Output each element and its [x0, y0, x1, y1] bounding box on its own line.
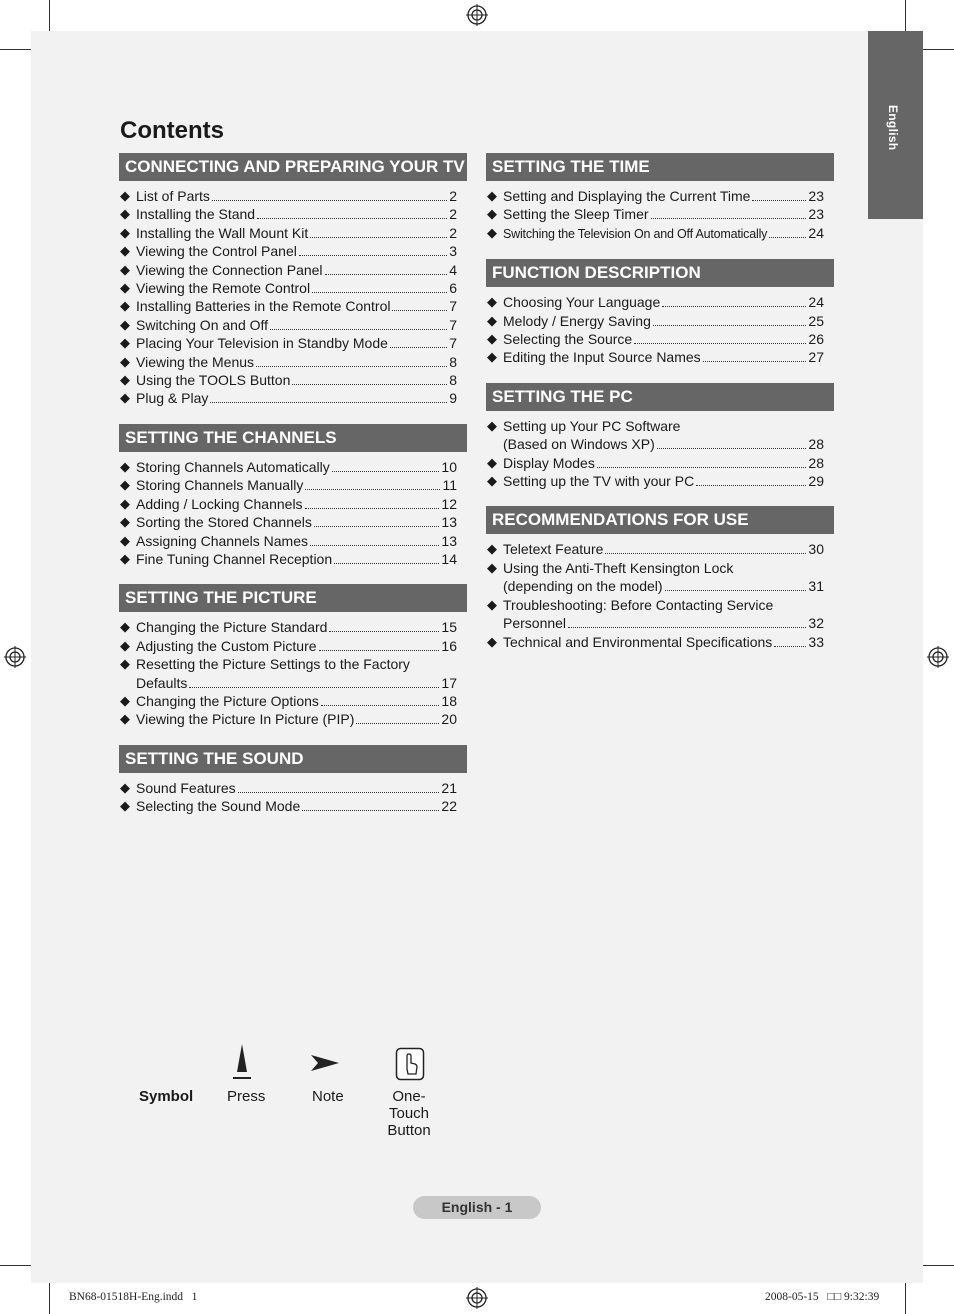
- toc-entry-page: 33: [808, 633, 824, 650]
- toc-entry-line: [136, 779, 457, 797]
- legend-one-touch-label: [373, 1088, 445, 1139]
- toc-entry-line: [136, 279, 457, 297]
- dot-leader: [662, 306, 806, 307]
- toc-entry-line: [503, 540, 824, 558]
- toc-entry-title: Viewing the Control Panel: [136, 243, 297, 260]
- toc-entry-title: Setting up the TV with your PC: [503, 473, 695, 490]
- diamond-bullet-icon: ◆: [120, 224, 130, 240]
- dot-leader: [634, 343, 806, 344]
- toc-entry[interactable]: [119, 655, 467, 692]
- toc-right-column: [486, 153, 834, 667]
- toc-entry[interactable]: [119, 458, 467, 476]
- dot-leader: [210, 402, 447, 403]
- diamond-bullet-icon: ◆: [120, 550, 130, 566]
- toc-entry[interactable]: [119, 334, 467, 352]
- page-title: Contents: [120, 117, 224, 144]
- toc-entry-line: [136, 618, 457, 636]
- toc-entry-title: Viewing the Connection Panel: [136, 261, 323, 278]
- toc-entry-page: 24: [808, 294, 824, 311]
- toc-entry[interactable]: [119, 797, 467, 815]
- section-header: SETTING THE SOUND: [119, 745, 467, 773]
- legend-note-label: Note: [312, 1088, 344, 1105]
- dot-leader: [651, 218, 807, 219]
- toc-entry-title: Changing the Picture Options: [136, 692, 319, 709]
- diamond-bullet-icon: ◆: [120, 692, 130, 708]
- dot-leader: [332, 471, 440, 472]
- toc-entry[interactable]: [119, 710, 467, 728]
- registration-mark-icon: [466, 4, 488, 26]
- dot-leader: [310, 237, 447, 238]
- toc-entry-line: [503, 187, 824, 205]
- diamond-bullet-icon: ◆: [120, 798, 130, 814]
- toc-entry-title: Installing the Wall Mount Kit: [136, 224, 309, 241]
- legend-press-label: Press: [227, 1088, 266, 1105]
- toc-entry-line: [503, 577, 824, 595]
- toc-entry-title: Plug & Play: [136, 390, 209, 407]
- toc-entry[interactable]: [119, 242, 467, 260]
- diamond-bullet-icon: ◆: [120, 372, 130, 388]
- dot-leader: [256, 366, 447, 367]
- toc-entry-page: 17: [441, 674, 457, 691]
- toc-entry-title: Sound Features: [136, 779, 236, 796]
- toc-entry-line: [503, 454, 824, 472]
- legend-one-touch-line2: Button: [387, 1122, 431, 1139]
- toc-section: [486, 506, 834, 650]
- toc-left-column: [119, 153, 467, 832]
- toc-section: [119, 424, 467, 568]
- diamond-bullet-icon: ◆: [487, 559, 497, 575]
- dot-leader: [769, 237, 806, 238]
- toc-entry-page: 26: [808, 331, 824, 348]
- toc-entry-title: Storing Channels Automatically: [136, 458, 330, 475]
- toc-entry-page: 3: [449, 243, 457, 260]
- toc-entry-page: 25: [808, 312, 824, 329]
- diamond-bullet-icon: ◆: [487, 294, 497, 310]
- toc-entry-title-cont: Personnel: [503, 615, 567, 632]
- diamond-bullet-icon: ◆: [120, 779, 130, 795]
- crop-mark: [0, 49, 31, 50]
- toc-entry-title: List of Parts: [136, 188, 210, 204]
- toc-entry-line: [136, 187, 457, 205]
- toc-entry[interactable]: [486, 559, 834, 596]
- dot-leader: [238, 792, 440, 793]
- diamond-bullet-icon: ◆: [487, 349, 497, 365]
- toc-entry-page: 6: [449, 280, 457, 297]
- dot-leader: [310, 545, 439, 546]
- dot-leader: [657, 448, 807, 449]
- toc-section: [486, 153, 834, 243]
- toc-entry-line: [136, 458, 457, 476]
- dot-leader: [312, 292, 447, 293]
- toc-section: [119, 584, 467, 728]
- diamond-bullet-icon: ◆: [120, 316, 130, 332]
- dot-leader: [189, 687, 439, 688]
- section-header: CONNECTING AND PREPARING YOUR TV: [119, 153, 467, 181]
- toc-entry[interactable]: [119, 316, 467, 334]
- toc-entry-title: Teletext Feature: [503, 541, 604, 558]
- toc-entry-page: 14: [441, 550, 457, 567]
- toc-entry[interactable]: [119, 692, 467, 710]
- toc-entry-page: 23: [808, 188, 824, 204]
- dot-leader: [314, 526, 440, 527]
- diamond-bullet-icon: ◆: [120, 261, 130, 277]
- toc-entry-page: 22: [441, 798, 457, 815]
- dot-leader: [319, 650, 440, 651]
- crop-mark: [0, 1265, 31, 1266]
- toc-entry-page: 7: [449, 298, 457, 315]
- press-icon: [230, 1042, 254, 1084]
- toc-entry-page: 30: [808, 541, 824, 558]
- diamond-bullet-icon: ◆: [120, 514, 130, 530]
- toc-entry-page: 2: [449, 188, 457, 204]
- toc-entry[interactable]: [486, 540, 834, 558]
- toc-entry[interactable]: [119, 495, 467, 513]
- toc-section: [486, 259, 834, 367]
- toc-entry-title: Installing the Stand: [136, 206, 256, 223]
- diamond-bullet-icon: ◆: [487, 312, 497, 328]
- diamond-bullet-icon: ◆: [120, 298, 130, 314]
- toc-entry-title: Switching the Television On and Off Automatically: [503, 226, 768, 241]
- toc-entry-title: Resetting the Picture Settings to the Factory: [136, 656, 410, 673]
- toc-entry-line: [136, 261, 457, 279]
- dot-leader: [257, 218, 447, 219]
- toc-entry-page: 18: [441, 692, 457, 709]
- diamond-bullet-icon: ◆: [120, 280, 130, 296]
- dot-leader: [329, 631, 439, 632]
- toc-entry-title: Setting and Displaying the Current Time: [503, 188, 751, 204]
- diamond-bullet-icon: ◆: [487, 454, 497, 470]
- note-icon: [310, 1054, 340, 1072]
- toc-entry-page: 7: [449, 316, 457, 333]
- print-slug-timestamp: 2008-05-15 □□ 9:32:39: [765, 1291, 880, 1303]
- toc-entry-page: 12: [441, 495, 457, 512]
- toc-entry[interactable]: [486, 205, 834, 223]
- dot-leader: [325, 274, 448, 275]
- toc-entry-page: 28: [808, 436, 824, 453]
- toc-entry-line: [136, 692, 457, 710]
- toc-entry-line: [136, 334, 457, 352]
- dot-leader: [321, 705, 440, 706]
- dot-leader: [270, 329, 447, 330]
- toc-entry-title: Adjusting the Custom Picture: [136, 637, 317, 654]
- toc-entry-line: [136, 637, 457, 655]
- diamond-bullet-icon: ◆: [120, 206, 130, 222]
- toc-entry[interactable]: [119, 637, 467, 655]
- toc-entry-page: 9: [449, 390, 457, 407]
- diamond-bullet-icon: ◆: [487, 206, 497, 222]
- toc-entry-title: Fine Tuning Channel Reception: [136, 550, 333, 567]
- language-tab-label: English: [886, 105, 900, 151]
- toc-entry[interactable]: [119, 261, 467, 279]
- language-side-tab: [868, 31, 923, 219]
- toc-entry[interactable]: [486, 330, 834, 348]
- section-header: SETTING THE PC: [486, 383, 834, 411]
- toc-entry-page: 2: [449, 224, 457, 241]
- diamond-bullet-icon: ◆: [120, 656, 130, 672]
- toc-entry-line: [503, 348, 824, 366]
- toc-entry-line: [136, 205, 457, 223]
- toc-entry-line: [136, 550, 457, 568]
- dot-leader: [305, 508, 440, 509]
- toc-entry[interactable]: [119, 618, 467, 636]
- dot-leader: [774, 646, 806, 647]
- section-header: SETTING THE TIME: [486, 153, 834, 181]
- section-header: SETTING THE CHANNELS: [119, 424, 467, 452]
- diamond-bullet-icon: ◆: [487, 633, 497, 649]
- diamond-bullet-icon: ◆: [487, 417, 497, 433]
- crop-mark: [923, 1265, 954, 1266]
- toc-entry[interactable]: [486, 348, 834, 366]
- toc-entry-line: [136, 389, 457, 407]
- toc-entry-page: 15: [441, 619, 457, 636]
- section-header: FUNCTION DESCRIPTION: [486, 259, 834, 287]
- toc-entry-line: [503, 633, 824, 651]
- toc-entry-line: [136, 353, 457, 371]
- dot-leader: [696, 485, 806, 486]
- toc-entry-title-cont: (depending on the model): [503, 578, 663, 595]
- toc-entry-title: Viewing the Picture In Picture (PIP): [136, 711, 355, 728]
- toc-entry-title: Installing Batteries in the Remote Control: [136, 298, 391, 315]
- toc-entry-title: Setting up Your PC Software: [503, 417, 681, 434]
- crop-mark: [905, 0, 906, 31]
- toc-entry-page: 4: [449, 261, 457, 278]
- toc-entry-line: [136, 242, 457, 260]
- toc-entry[interactable]: [486, 596, 834, 633]
- toc-entry-page: 16: [441, 637, 457, 654]
- toc-entry-title: Assigning Channels Names: [136, 532, 308, 549]
- toc-entry[interactable]: [119, 779, 467, 797]
- toc-entry-title: Troubleshooting: Before Contacting Service: [503, 596, 774, 613]
- registration-mark-icon: [927, 646, 949, 668]
- diamond-bullet-icon: ◆: [120, 532, 130, 548]
- dot-leader: [703, 361, 807, 362]
- diamond-bullet-icon: ◆: [120, 495, 130, 511]
- dot-leader: [597, 467, 807, 468]
- diamond-bullet-icon: ◆: [120, 619, 130, 635]
- diamond-bullet-icon: ◆: [120, 188, 130, 203]
- toc-entry-line: [136, 513, 457, 531]
- toc-entry-page: 20: [441, 711, 457, 728]
- toc-entry[interactable]: [119, 205, 467, 223]
- toc-entry-line: [503, 312, 824, 330]
- crop-mark: [49, 1283, 50, 1314]
- toc-entry-line: [136, 316, 457, 334]
- dot-leader: [568, 627, 806, 628]
- toc-entry-line: [503, 614, 824, 632]
- dot-leader: [299, 255, 447, 256]
- diamond-bullet-icon: ◆: [120, 335, 130, 351]
- toc-entry[interactable]: [119, 279, 467, 297]
- registration-mark-icon: [466, 1287, 488, 1309]
- toc-entry[interactable]: [119, 550, 467, 568]
- section-header: SETTING THE PICTURE: [119, 584, 467, 612]
- dot-leader: [752, 200, 806, 201]
- diamond-bullet-icon: ◆: [120, 711, 130, 727]
- diamond-bullet-icon: ◆: [487, 473, 497, 489]
- toc-entry-title-cont: Defaults: [136, 674, 188, 691]
- diamond-bullet-icon: ◆: [120, 477, 130, 493]
- toc-entry-title: Storing Channels Manually: [136, 477, 304, 494]
- toc-entry[interactable]: [119, 476, 467, 494]
- toc-entry-line: [503, 205, 824, 223]
- toc-entry[interactable]: [119, 224, 467, 242]
- toc-entry-title: Choosing Your Language: [503, 294, 661, 311]
- registration-mark-icon: [4, 646, 26, 668]
- dot-leader: [605, 553, 806, 554]
- toc-entry-line: [503, 224, 824, 243]
- toc-entry-title: Display Modes: [503, 454, 595, 471]
- toc-entry[interactable]: [119, 389, 467, 407]
- toc-entry-page: 8: [449, 372, 457, 389]
- print-slug-filename: BN68-01518H-Eng.indd 1: [69, 1291, 198, 1303]
- toc-entry-title: Adding / Locking Channels: [136, 495, 303, 512]
- toc-entry-page: 13: [441, 532, 457, 549]
- toc-section: [119, 745, 467, 816]
- toc-entry-title: Melody / Energy Saving: [503, 312, 651, 329]
- dot-leader: [653, 325, 807, 326]
- toc-entry-line: [136, 476, 457, 494]
- toc-entry-title: Placing Your Television in Standby Mode: [136, 335, 388, 352]
- toc-entry[interactable]: [486, 633, 834, 651]
- toc-entry[interactable]: [486, 224, 834, 243]
- toc-entry-title: Selecting the Sound Mode: [136, 798, 301, 815]
- crop-mark: [49, 0, 50, 31]
- toc-entry-page: 28: [808, 454, 824, 471]
- toc-entry-page: 13: [441, 514, 457, 531]
- toc-entry[interactable]: [486, 312, 834, 330]
- crop-mark: [905, 1283, 906, 1314]
- toc-entry[interactable]: [119, 371, 467, 389]
- dot-leader: [212, 200, 447, 201]
- toc-entry[interactable]: [119, 353, 467, 371]
- toc-entry[interactable]: [486, 417, 834, 454]
- diamond-bullet-icon: ◆: [487, 224, 497, 240]
- toc-entry-title: Viewing the Menus: [136, 353, 255, 370]
- legend-one-touch-line1: One-Touch: [388, 1088, 430, 1122]
- toc-entry[interactable]: [119, 297, 467, 315]
- toc-entry-title: Switching On and Off: [136, 316, 269, 333]
- diamond-bullet-icon: ◆: [120, 637, 130, 653]
- toc-entry[interactable]: [119, 532, 467, 550]
- toc-entry-line: [136, 224, 457, 242]
- toc-entry-page: 29: [808, 473, 824, 490]
- toc-entry-page: 32: [808, 615, 824, 632]
- toc-entry-page: 7: [449, 335, 457, 352]
- toc-entry-title: Editing the Input Source Names: [503, 349, 701, 366]
- toc-entry-line: [136, 495, 457, 513]
- diamond-bullet-icon: ◆: [120, 353, 130, 369]
- toc-entry-line: [136, 297, 457, 315]
- toc-entry-page: 8: [449, 353, 457, 370]
- toc-entry-line: [503, 435, 824, 453]
- diamond-bullet-icon: ◆: [487, 541, 497, 557]
- one-touch-button-icon: [395, 1047, 425, 1081]
- toc-entry-title: Changing the Picture Standard: [136, 619, 328, 636]
- footer-page-number: English - 1: [413, 1196, 541, 1219]
- toc-entry-line: [503, 293, 824, 311]
- toc-entry-line: [136, 532, 457, 550]
- dot-leader: [390, 347, 447, 348]
- diamond-bullet-icon: ◆: [487, 331, 497, 347]
- toc-entry-line: [136, 797, 457, 815]
- toc-entry-line: [503, 472, 824, 490]
- toc-entry[interactable]: [486, 454, 834, 472]
- toc-entry-line: [136, 674, 457, 692]
- toc-entry-page: 27: [808, 349, 824, 366]
- toc-entry-title: Technical and Environmental Specifications: [503, 633, 773, 650]
- toc-entry-title: Viewing the Remote Control: [136, 280, 311, 297]
- dot-leader: [356, 723, 439, 724]
- toc-entry[interactable]: [486, 187, 834, 205]
- toc-entry-title-cont: (Based on Windows XP): [503, 436, 655, 453]
- toc-entry[interactable]: [119, 513, 467, 531]
- toc-entry-title: Using the Anti-Theft Kensington Lock: [503, 559, 734, 576]
- toc-entry-line: [136, 710, 457, 728]
- dot-leader: [334, 563, 439, 564]
- toc-entry-line: [136, 371, 457, 389]
- crop-mark: [923, 49, 954, 50]
- toc-entry-page: 21: [441, 779, 457, 796]
- toc-entry-page: 10: [441, 458, 457, 475]
- toc-entry-page: 24: [808, 224, 824, 241]
- toc-entry[interactable]: [119, 187, 467, 205]
- dot-leader: [302, 810, 439, 811]
- toc-section: [486, 383, 834, 491]
- diamond-bullet-icon: ◆: [120, 458, 130, 474]
- toc-entry-title: Selecting the Source: [503, 331, 633, 348]
- toc-entry-title: Using the TOOLS Button: [136, 372, 291, 389]
- toc-entry-page: 2: [449, 206, 457, 223]
- toc-entry[interactable]: [486, 472, 834, 490]
- toc-entry-page: 11: [442, 477, 457, 494]
- dot-leader: [305, 489, 440, 490]
- diamond-bullet-icon: ◆: [487, 596, 497, 612]
- toc-entry-title: Setting the Sleep Timer: [503, 206, 649, 223]
- dot-leader: [392, 310, 447, 311]
- toc-entry-page: 31: [808, 578, 824, 595]
- diamond-bullet-icon: ◆: [120, 243, 130, 259]
- symbol-legend: [139, 1040, 479, 1139]
- diamond-bullet-icon: ◆: [120, 390, 130, 406]
- legend-title: Symbol: [139, 1088, 194, 1105]
- toc-entry[interactable]: [486, 293, 834, 311]
- toc-entry-title: Sorting the Stored Channels: [136, 514, 312, 531]
- toc-entry-page: 23: [808, 206, 824, 223]
- toc-section: [119, 153, 467, 408]
- diamond-bullet-icon: ◆: [487, 188, 497, 203]
- section-header: RECOMMENDATIONS FOR USE: [486, 506, 834, 534]
- dot-leader: [292, 384, 447, 385]
- toc-entry-line: [503, 330, 824, 348]
- dot-leader: [665, 590, 807, 591]
